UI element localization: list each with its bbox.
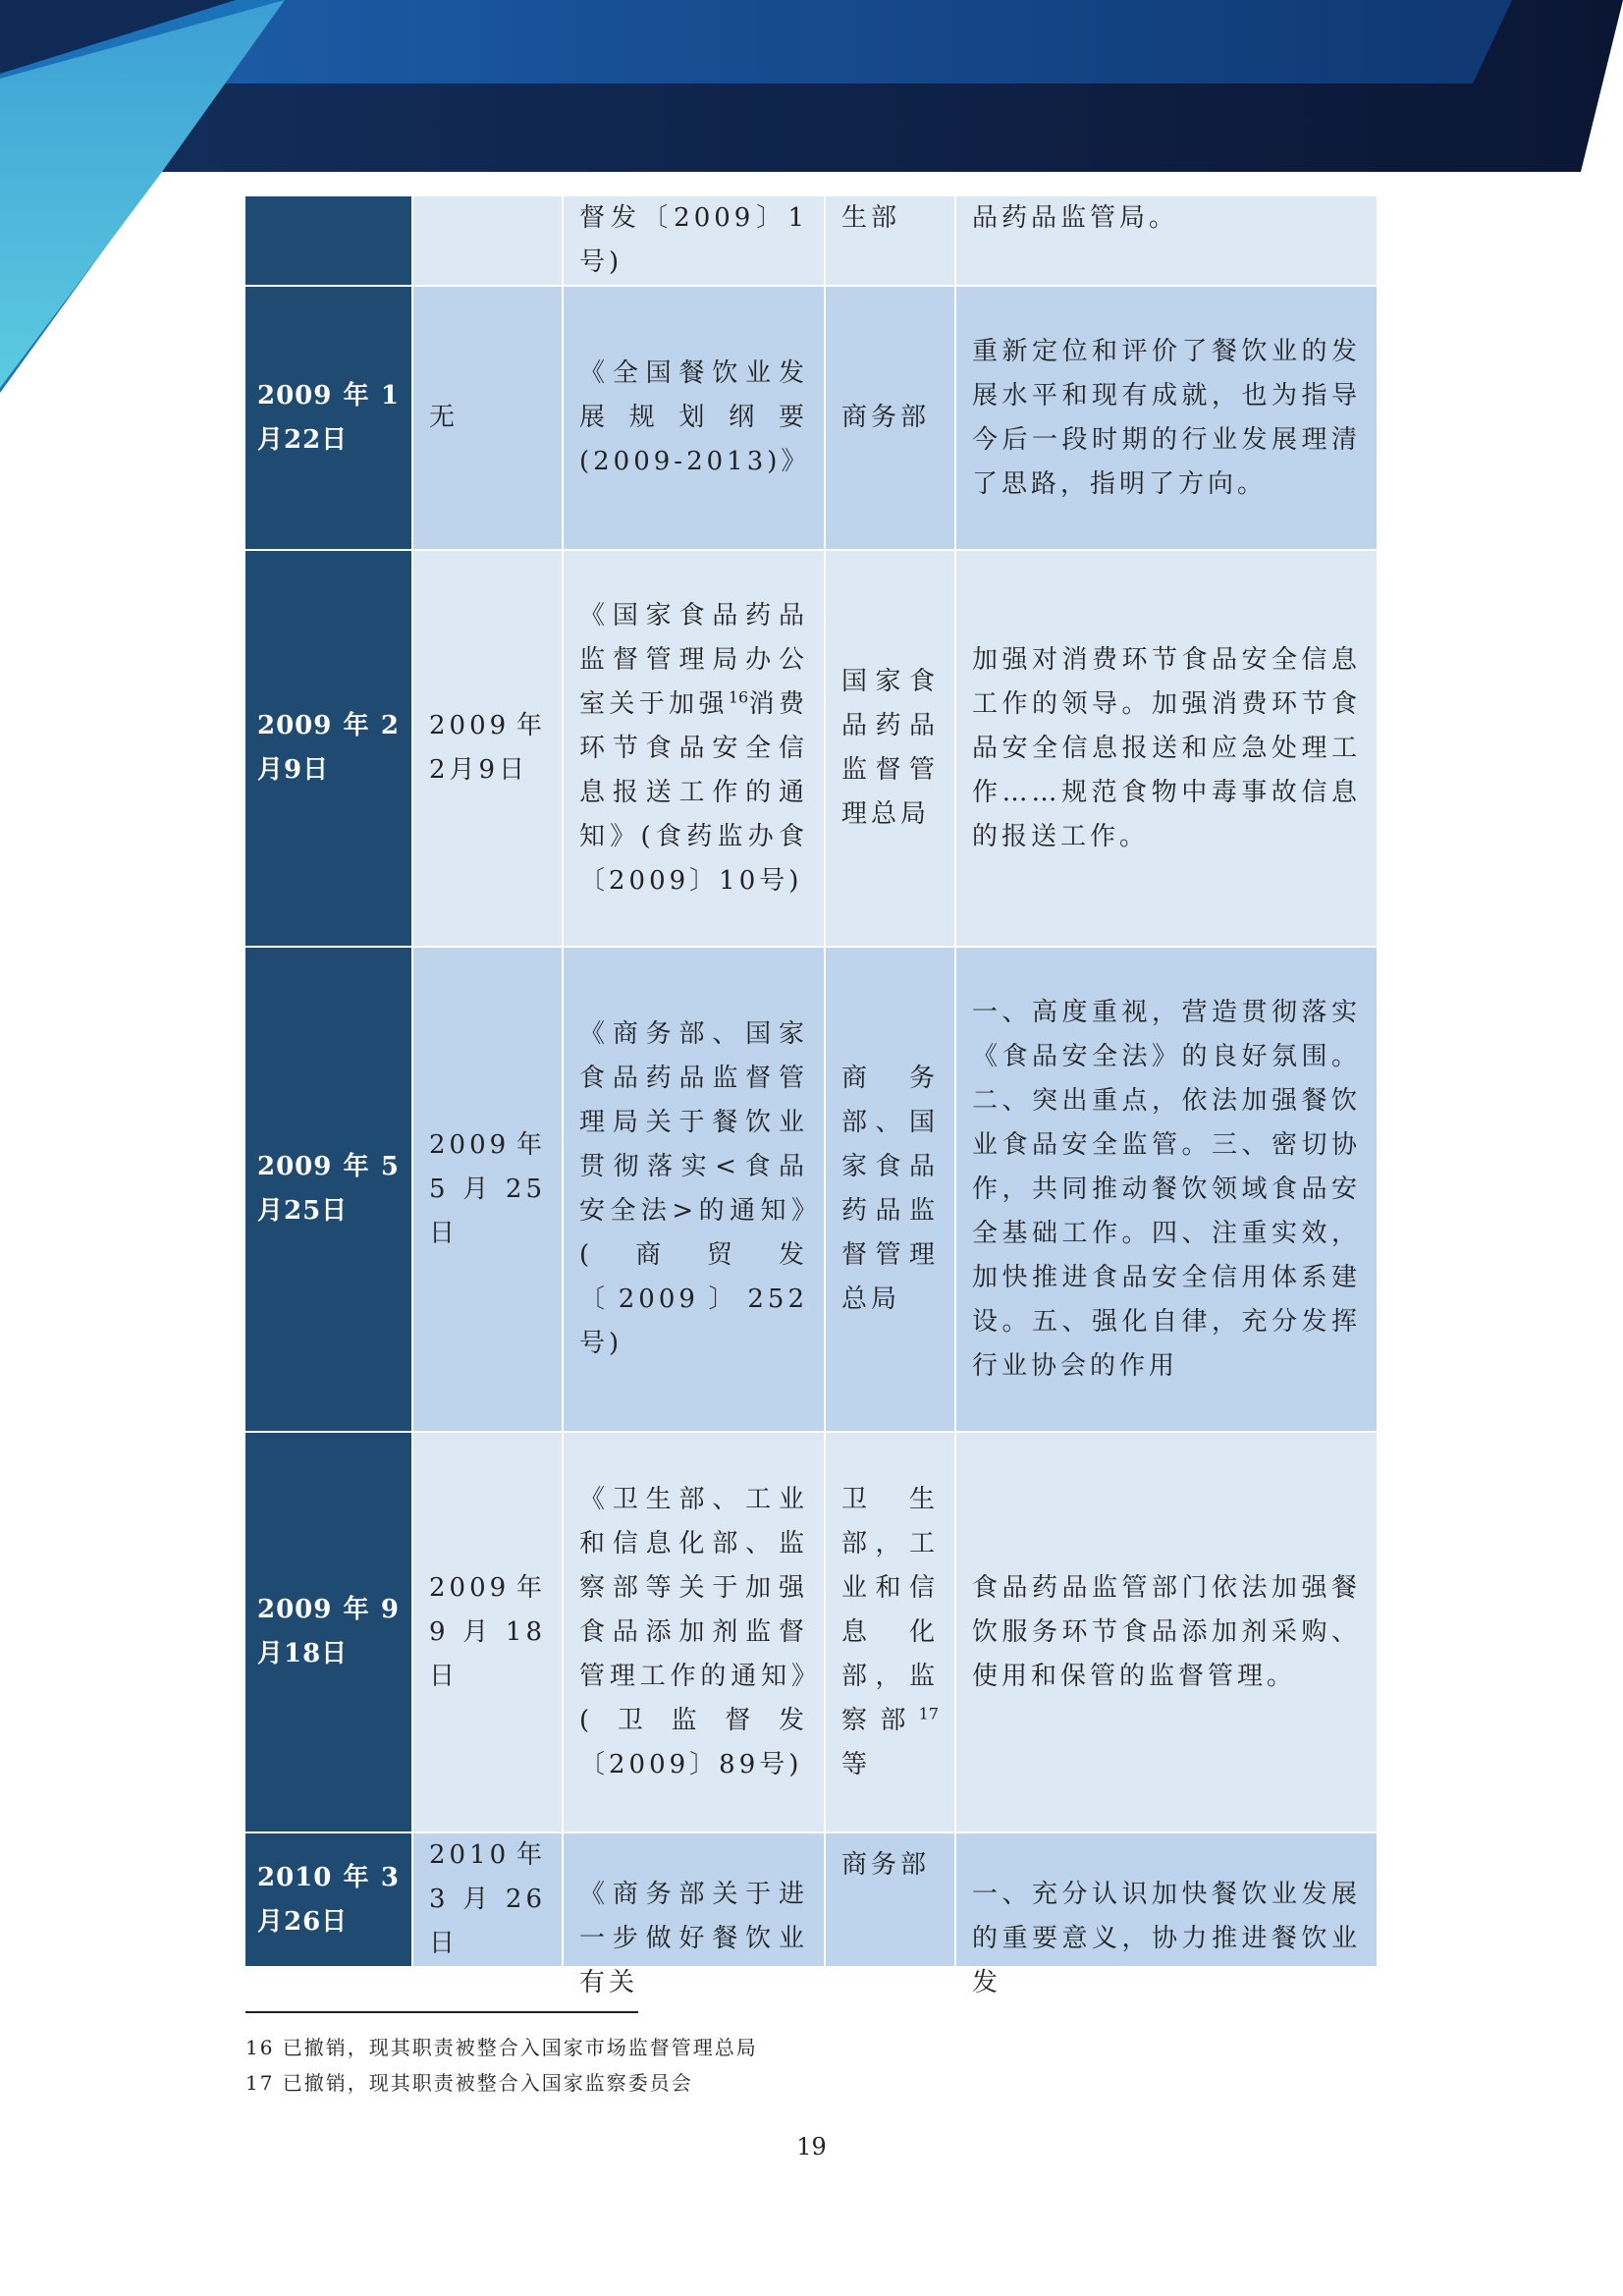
table-row (245, 196, 1378, 286)
document-cell: 督发〔2009〕1号) (563, 196, 825, 286)
date-cell: 2009年5月25日 (245, 947, 412, 1432)
department-text: 卫生部，工业和信息化部，监察部 (841, 1484, 939, 1735)
footnote-ref: 17 (918, 1703, 939, 1722)
date-cell: 2009年9月18日 (245, 1432, 412, 1832)
footnote-ref: 16 (728, 686, 749, 706)
document-text: 消费环节食品安全信息报送工作的通知》(食药监办食〔2009〕10号) (579, 688, 808, 896)
department-cell: 生部 (825, 196, 955, 286)
department-cell: 商务部 (825, 286, 955, 550)
date-cell: 2010年3月26日 (245, 1832, 412, 1967)
document-cell (563, 1832, 825, 1997)
content-text: 一、充分认识加快餐饮业发展的重要意义，协力推进餐饮业发 (972, 1880, 1361, 1997)
impl-date-cell: 2009年5月25日 (412, 947, 563, 1432)
department-cell: 商务部 (825, 1832, 955, 1967)
content-cell: 重新定位和评价了餐饮业的发展水平和现有成就，也为指导今后一段时期的行业发展理清了思路，指明了方向。 (955, 286, 1378, 550)
table-row (245, 286, 1378, 550)
impl-date-cell: 无 (412, 286, 563, 550)
footnote-17: 17 已撤销，现其职责被整合入国家监察委员会 (245, 2071, 693, 2095)
content-cell: 食品药品监管部门依法加强餐饮服务环节食品添加剂采购、使用和保管的监督管理。 (955, 1432, 1378, 1832)
document-text: 《商务部关于进一步做好餐饮业有关 (579, 1880, 808, 1997)
department-text: 等 (841, 1749, 872, 1779)
department-cell (825, 1432, 955, 1832)
impl-date-cell: 2009年2月9日 (412, 550, 563, 947)
footnote-16: 16 已撤销，现其职责被整合入国家市场监督管理总局 (245, 2036, 758, 2059)
date-cell: 2009年1月22日 (245, 286, 412, 550)
document-cell (563, 550, 825, 947)
table-row (245, 550, 1378, 947)
date-cell (245, 196, 412, 286)
table-row (245, 1432, 1378, 1832)
impl-date-cell (412, 196, 563, 286)
content-cell: 一、高度重视，营造贯彻落实《食品安全法》的良好氛围。二、突出重点，依法加强餐饮业食品安全监管。三、密切协作，共同推动餐饮领域食品安全基础工作。四、注重实效，加快推进食品安全信用体系建设。五、强化自律，充分发挥行业协会的作用 (955, 947, 1378, 1432)
impl-date-cell: 2010年3月26日 (412, 1832, 563, 1967)
table-row (245, 947, 1378, 1432)
impl-date-cell: 2009年9月18日 (412, 1432, 563, 1832)
page-number: 19 (796, 2133, 827, 2160)
date-cell: 2009年2月9日 (245, 550, 412, 947)
policy-table (245, 196, 1379, 1997)
content-cell: 品药品监管局。 (955, 196, 1378, 286)
footnote-rule (245, 2011, 638, 2013)
document-cell: 《全国餐饮业发展规划纲要(2009-2013)》 (563, 286, 825, 550)
document-text: 《国家食品药品监督管理局办公室关于加强 (579, 600, 808, 719)
document-cell: 《卫生部、工业和信息化部、监察部等关于加强食品添加剂监督管理工作的通知》(卫监督发〔2009〕89号) (563, 1432, 825, 1832)
content-cell (955, 1832, 1378, 1997)
document-cell: 《商务部、国家食品药品监督管理局关于餐饮业贯彻落实<食品安全法>的通知》(商贸发〔2009〕252号) (563, 947, 825, 1432)
department-cell: 商务部、国家食品药品监督管理总局 (825, 947, 955, 1432)
content-cell: 加强对消费环节食品安全信息工作的领导。加强消费环节食品安全信息报送和应急处理工作……规范食物中毒事故信息的报送工作。 (955, 550, 1378, 947)
table-row (245, 1832, 1378, 1967)
department-cell: 国家食品药品监督管理总局 (825, 550, 955, 947)
